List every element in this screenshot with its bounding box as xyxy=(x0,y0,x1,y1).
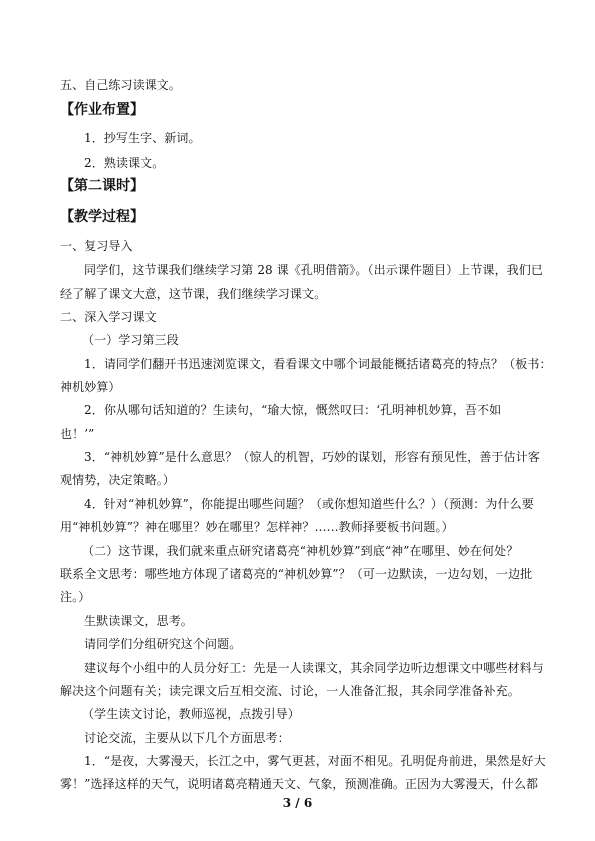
text-line: 4．针对“神机妙算”，你能提出哪些问题？（或你想知道些什么？）（预测：为什么要 xyxy=(84,497,534,511)
section-heading-homework: 【作业布置】 xyxy=(60,102,144,118)
text-line: 联系全文思考：哪些地方体现了诸葛亮的“神机妙算”？（可一边默读，一边勾划，一边批 xyxy=(60,567,533,581)
text-line: 解决这个问题有关；读完课文后互相交流、讨论，一人准备汇报，其余同学准备补充。 xyxy=(60,684,520,698)
text-line: 也！’” xyxy=(60,427,95,441)
section-heading-second-lesson: 【第二课时】 xyxy=(60,178,144,194)
page-number: 3 / 6 xyxy=(282,796,313,810)
text-line: 1．请同学们翻开书迅速浏览课文，看看课文中哪个词最能概括诸葛亮的特点？（板书： xyxy=(84,357,552,371)
text-line: 2．你从哪句话知道的？生读句，“瑜大惊，慨然叹曰：‘孔明神机妙算，吾不如 xyxy=(84,403,502,417)
text-line: 神机妙算） xyxy=(60,380,121,394)
text-line: 雾！”选择这样的天气，说明诸葛亮精通天文、气象，预测准确。正因为大雾漫天，什么都 xyxy=(60,777,539,791)
text-line: 二、深入学习课文 xyxy=(60,310,157,324)
text-line: 观情势，决定策略。） xyxy=(60,473,176,487)
text-line: 用“神机妙算”？神在哪里？妙在哪里？怎样神？……教师择要板书问题。） xyxy=(60,520,454,534)
text-line: 3．“神机妙算”是什么意思？（惊人的机智，巧妙的谋划，形容有预见性，善于估计客 xyxy=(84,450,540,464)
text-line: 经了解了课文大意，这节课，我们继续学习课文。 xyxy=(60,287,327,301)
text-line: 讨论交流，主要从以下几个方面思考： xyxy=(84,731,290,745)
text-line: 一、复习导入 xyxy=(60,239,133,253)
text-line: 五、自己练习读课文。 xyxy=(60,78,182,92)
text-line: 请同学们分组研究这个问题。 xyxy=(84,637,242,651)
section-heading-teaching-process: 【教学过程】 xyxy=(60,209,144,225)
text-line: 生默读课文，思考。 xyxy=(84,614,193,628)
text-line: 注。） xyxy=(60,590,91,604)
text-line: 2．熟读课文。 xyxy=(84,156,165,170)
text-line: 建议每个小组中的人员分好工：先是一人读课文，其余同学边听边想课文中哪些材料与 xyxy=(84,661,544,675)
text-line: （二）这节课，我们就来重点研究诸葛亮“神机妙算”到底“神”在哪里、妙在何处？ xyxy=(82,544,519,558)
text-line: （一）学习第三段 xyxy=(82,333,179,347)
text-line: 同学们，这节课我们继续学习第 28 课《孔明借箭》。（出示课件题目）上节课，我们已 xyxy=(84,263,544,277)
text-line: 1．“是夜，大雾漫天，长江之中，雾气更甚，对面不相见。孔明促舟前进，果然是好大 xyxy=(84,754,546,768)
text-line: 1．抄写生字、新词。 xyxy=(84,131,201,145)
text-line: （学生读文讨论，教师巡视，点拨引导） xyxy=(82,707,300,721)
